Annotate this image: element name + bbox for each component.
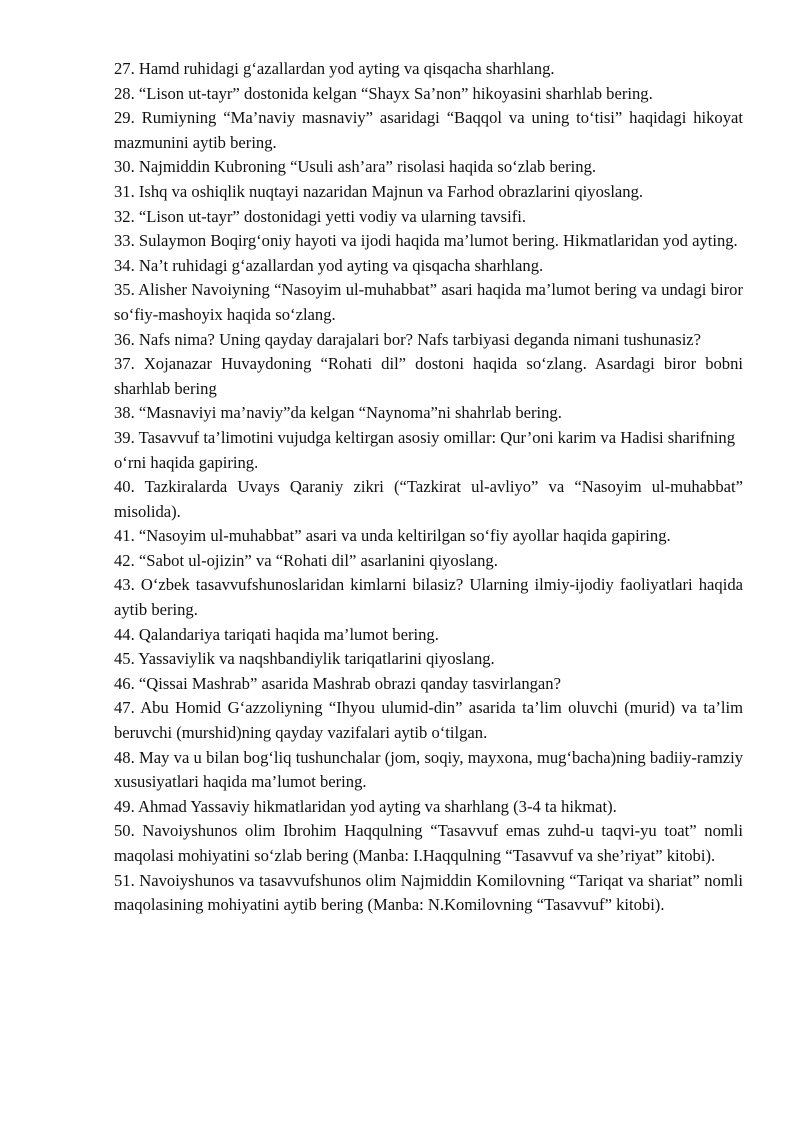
question-45: 45. Yassaviylik va naqshbandiylik tariqatlarini qiyoslang. [114, 649, 495, 669]
question-38: 38. “Masnaviyi ma’naviy”da kelgan “Naynoma”ni shahrlab bering. [114, 403, 562, 423]
question-30: 30. Najmiddin Kubroning “Usuli ash’ara” risolasi haqida so‘zlab bering. [114, 157, 597, 177]
question-32: 32. “Lison ut-tayr” dostonidagi yetti vodiy va ularning tavsifi. [114, 206, 526, 226]
question-42: 42. “Sabot ul-ojizin” va “Rohati dil” asarlanini qiyoslang. [114, 550, 498, 570]
question-list [114, 57, 743, 918]
question-29: 29. Rumiyning “Ma’naviy masnaviy” asaridagi “Baqqol va uning to‘tisi” haqidagi hikoyat mazmunini aytib bering. [114, 108, 743, 152]
question-36: 36. Nafs nima? Uning qayday darajalari bor? Nafs tarbiyasi deganda nimani tushunasiz? [114, 329, 702, 349]
question-33: 33. Sulaymon Boqirg‘oniy hayoti va ijodi haqida ma’lumot bering. Hikmatlaridan yod ayting. [114, 231, 738, 251]
question-31: 31. Ishq va oshiqlik nuqtayi nazaridan Majnun va Farhod obrazlarini qiyoslang. [114, 181, 644, 201]
question-35: 35. Alisher Navoiyning “Nasoyim ul-muhabbat” asari haqida ma’lumot bering va undagi biror so‘fiy-mashoyix haqida so‘zlang. [114, 280, 743, 324]
question-48: 48. May va u bilan bog‘liq tushunchalar (jom, soqiy, mayxona, mug‘bacha)ning badiiy-ramziy xususiyatlari haqida ma’lumot bering. [114, 747, 743, 792]
question-43: 43. O‘zbek tasavvufshunoslaridan kimlarni bilasiz? Ularning ilmiy-ijodiy faoliyatlari haqida aytib bering. [114, 575, 743, 620]
question-51: 51. Navoiyshunos va tasavvufshunos olim Najmiddin Komilovning “Tariqat va shariat” nomli maqolasining mohiyatini aytib bering (Manba: N.Komilovning “Tasavvuf” kitobi). [114, 870, 743, 915]
question-44: 44. Qalandariya tariqati haqida ma’lumot bering. [114, 624, 439, 644]
question-40: 40. Tazkiralarda Uvays Qaraniy zikri (“Tazkirat ul-avliyo” va “Nasoyim ul-muhabbat” misolida). [114, 477, 743, 521]
question-46: 46. “Qissai Mashrab” asarida Mashrab obrazi qanday tasvirlangan? [114, 673, 561, 693]
question-28: 28. “Lison ut-tayr” dostonida kelgan “Shayx Sa’non” hikoyasini sharhlab bering. [114, 83, 653, 103]
question-50: 50. Navoiyshunos olim Ibrohim Haqqulning “Tasavvuf emas zuhd-u taqvi-yu toat” nomli maqolasi mohiyatini so‘zlab bering (Manba: I.Haqqulning “Tasavvuf va she’riyat” kitobi). [114, 821, 743, 865]
question-39: 39. Tasavvuf ta’limotini vujudga keltirgan asosiy omillar: Qur’oni karim va Hadisi sharifning o‘rni haqida gapiring. [114, 427, 735, 472]
question-41: 41. “Nasoyim ul-muhabbat” asari va unda keltirilgan so‘fiy ayollar haqida gapiring. [114, 526, 671, 546]
question-27: 27. Hamd ruhidagi g‘azallardan yod ayting va qisqacha sharhlang. [114, 59, 555, 78]
question-47: 47. Abu Homid G‘azzoliyning “Ihyou ulumid-din” asarida ta’lim oluvchi (murid) va ta’lim beruvchi (murshid)ning qayday vazifalari aytib o‘tilgan. [114, 698, 743, 743]
question-34: 34. Na’t ruhidagi g‘azallardan yod ayting va qisqacha sharhlang. [114, 255, 544, 275]
question-49: 49. Ahmad Yassaviy hikmatlaridan yod ayting va sharhlang (3-4 ta hikmat). [114, 796, 617, 816]
question-37: 37. Xojanazar Huvaydoning “Rohati dil” dostoni haqida so‘zlang. Asardagi biror bobni sharhlab bering [114, 354, 743, 398]
